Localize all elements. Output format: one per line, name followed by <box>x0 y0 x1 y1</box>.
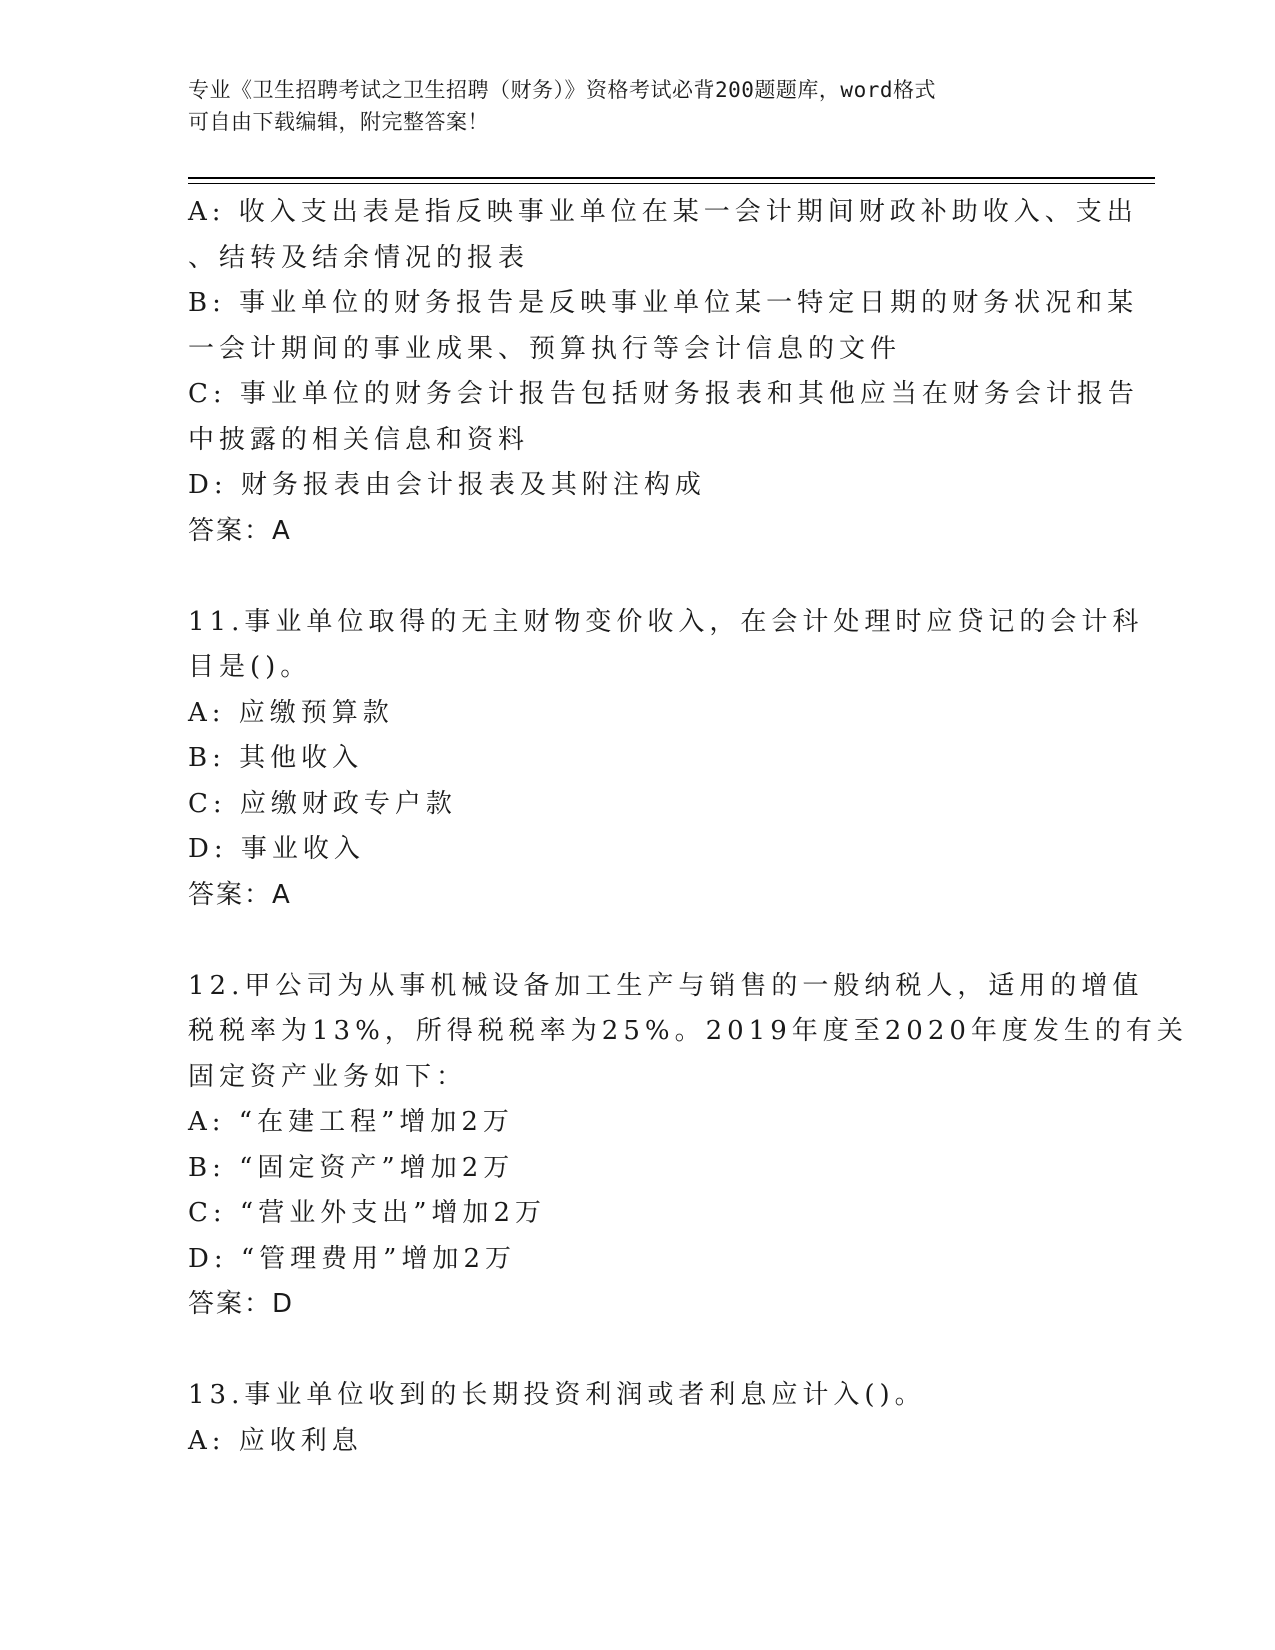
option-a: A: “在建工程”增加2万 <box>188 1107 514 1137</box>
question-block-12 <box>188 964 1188 1328</box>
answer-label: 答案：A <box>188 879 292 910</box>
option-a-line-1: A: 收入支出表是指反映事业单位在某一会计期间财政补助收入、支出 <box>188 197 1138 227</box>
question-block-prev <box>188 190 1139 554</box>
option-a: A: 应收利息 <box>188 1425 363 1456</box>
option-c: C: 应缴财政专户款 <box>188 788 457 819</box>
option-c-line-2: 中披露的相关信息和资料 <box>188 424 530 455</box>
option-b: B: 其他收入 <box>188 743 364 773</box>
document-body <box>188 190 1188 1464</box>
option-c: C: “营业外支出”增加2万 <box>188 1198 547 1228</box>
question-stem-line-1: 12.甲公司为从事机械设备加工生产与销售的一般纳税人，适用的增值 <box>188 970 1144 1001</box>
option-c-line-1: C: 事业单位的财务会计报告包括财务报表和其他应当在财务会计报告 <box>188 379 1139 409</box>
option-d: D: “管理费用”增加2万 <box>188 1243 516 1274</box>
header-line-1: 专业《卫生招聘考试之卫生招聘（财务）》资格考试必背200题题库，word格式 <box>188 78 936 102</box>
question-stem-line-3: 固定资产业务如下： <box>188 1061 468 1092</box>
option-a: A: 应缴预算款 <box>188 697 394 728</box>
option-d-line-1: D: 财务报表由会计报表及其附注构成 <box>188 470 706 500</box>
answer-label: 答案：D <box>188 1289 295 1319</box>
option-a-line-2: 、结转及结余情况的报表 <box>188 242 530 273</box>
answer-label: 答案：A <box>188 515 292 546</box>
question-block-11 <box>188 600 1144 919</box>
spacer <box>188 918 1078 964</box>
header-divider-thick <box>188 177 1155 179</box>
header-line-2: 可自由下载编辑，附完整答案！ <box>188 110 489 134</box>
question-stem-line-1: 13.事业单位收到的长期投资利润或者利息应计入()。 <box>188 1380 926 1410</box>
option-d: D: 事业收入 <box>188 834 365 864</box>
document-header <box>188 74 1068 138</box>
option-b: B: “固定资产”增加2万 <box>188 1152 515 1183</box>
question-stem-line-2: 税税率为13%，所得税税率为25%。2019年度至2020年度发生的有关 <box>188 1016 1188 1046</box>
spacer <box>188 554 1078 600</box>
spacer <box>188 1328 1078 1374</box>
option-b-line-1: B: 事业单位的财务报告是反映事业单位某一特定日期的财务状况和某 <box>188 288 1139 318</box>
question-stem-line-1: 11.事业单位取得的无主财物变价收入，在会计处理时应贷记的会计科 <box>188 606 1144 637</box>
question-stem-line-2: 目是()。 <box>188 652 312 682</box>
header-divider-thin <box>188 183 1155 184</box>
question-block-13 <box>188 1373 1078 1464</box>
option-b-line-2: 一会计期间的事业成果、预算执行等会计信息的文件 <box>188 333 902 364</box>
